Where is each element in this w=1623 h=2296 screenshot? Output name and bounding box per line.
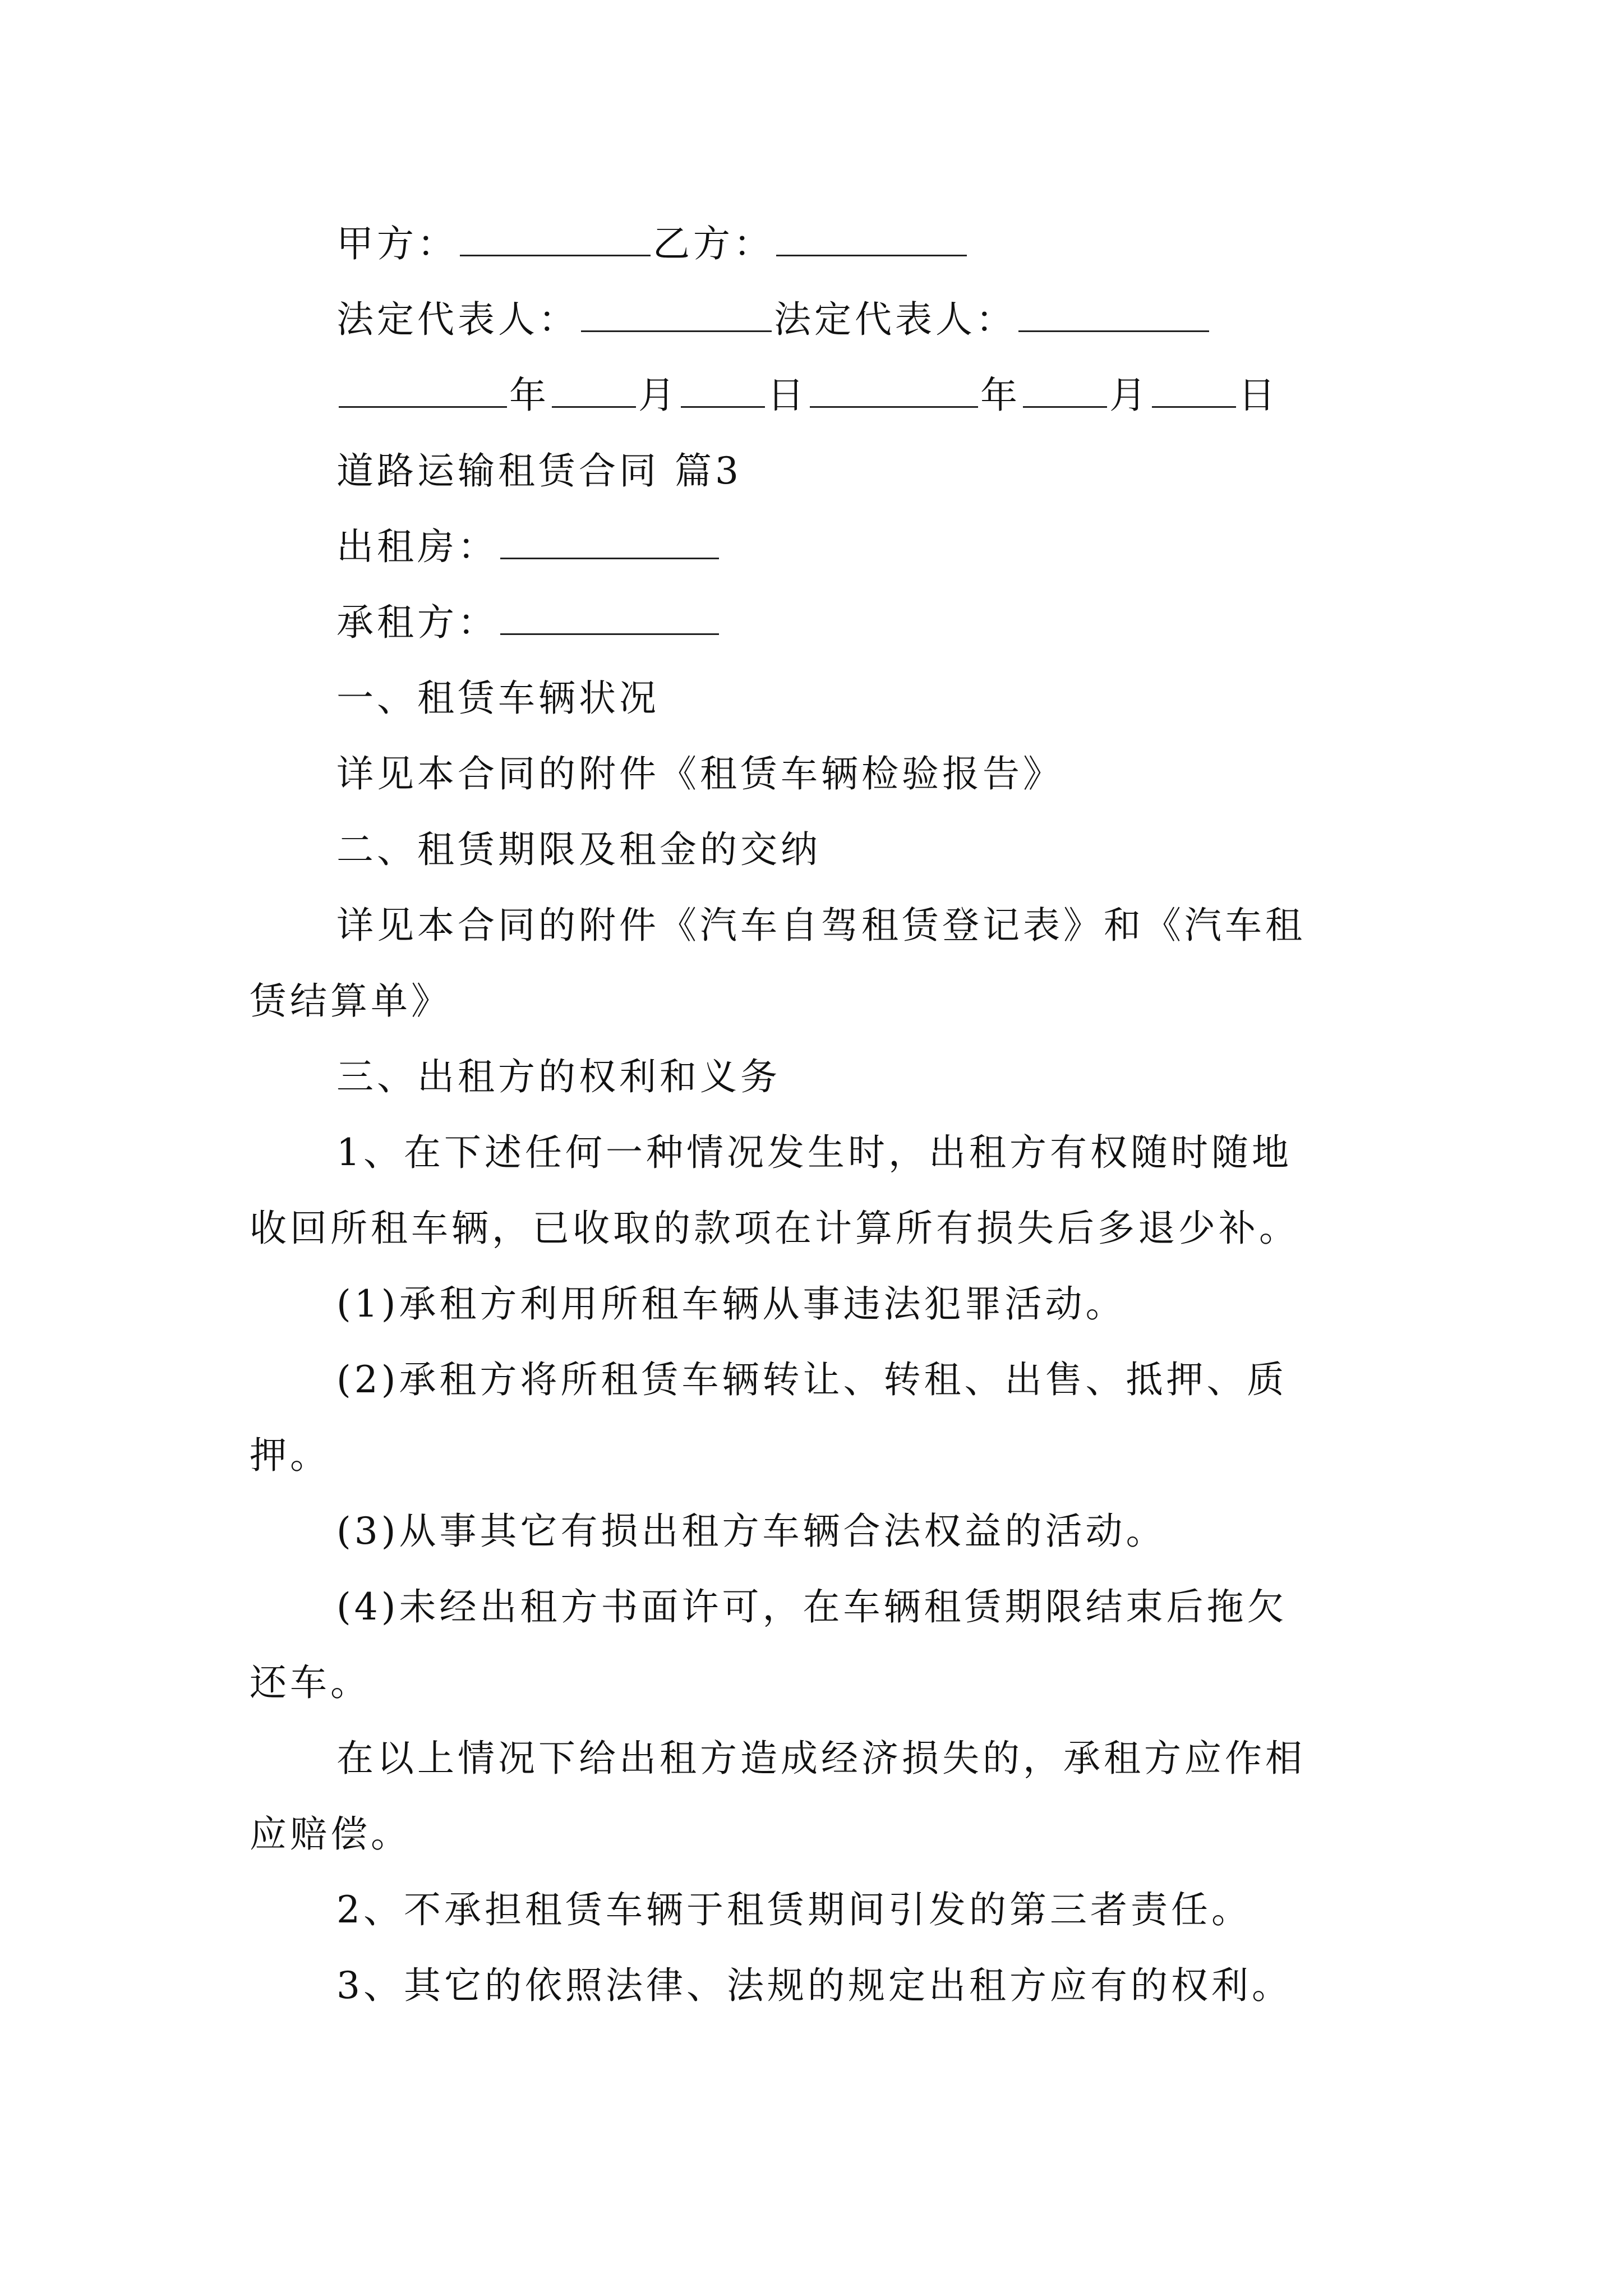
lessee-blank (500, 601, 719, 635)
lessor-line (336, 524, 721, 569)
list-item: (4)未经出租方书面许可，在车辆租赁期限结束后拖欠 (336, 1585, 1288, 1628)
year-a-blank (339, 374, 507, 408)
paragraph: 在以上情况下给出租方造成经济损失的，承租方应作相 (336, 1737, 1306, 1780)
month-b-blank (1023, 374, 1107, 408)
rep-a-blank (581, 298, 772, 332)
list-item: (2)承租方将所租赁车辆转让、转租、出售、抵押、质 (336, 1358, 1288, 1401)
paragraph: 详见本合同的附件《汽车自驾租赁登记表》和《汽车租 (336, 904, 1306, 947)
party-line (336, 222, 969, 266)
party-b-label: 乙方： (653, 222, 774, 265)
day-a-blank (681, 374, 765, 408)
year-b-label: 年 (980, 374, 1021, 417)
year-a-label: 年 (509, 374, 550, 417)
paragraph: 1、在下述任何一种情况发生时，出租方有权随时随地 (336, 1131, 1292, 1174)
list-item: (1)承租方利用所租车辆从事违法犯罪活动。 (336, 1282, 1126, 1326)
party-b-blank (776, 222, 967, 256)
list-item-continuation: 还车。 (250, 1661, 371, 1704)
list-item: (3)从事其它有损出租方车辆合法权益的活动。 (336, 1510, 1166, 1553)
list-item-continuation: 押。 (250, 1434, 330, 1477)
day-b-label: 日 (1238, 374, 1279, 417)
year-b-blank (810, 374, 978, 408)
lessor-blank (500, 525, 719, 559)
rep-b-blank (1018, 298, 1209, 332)
paragraph-continuation: 应赔偿。 (250, 1812, 411, 1856)
party-a-blank (460, 222, 651, 256)
month-a-label: 月 (638, 374, 679, 417)
paragraph: 2、不承担租赁车辆于租赁期间引发的第三者责任。 (336, 1888, 1252, 1931)
lessee-label: 承租方： (336, 601, 498, 644)
month-a-blank (552, 374, 636, 408)
month-b-label: 月 (1109, 374, 1150, 417)
rep-a-label: 法定代表人： (336, 298, 579, 341)
representative-line (336, 297, 1211, 342)
paragraph: 详见本合同的附件《租赁车辆检验报告》 (336, 752, 1063, 795)
paragraph-continuation: 赁结算单》 (250, 979, 451, 1023)
rep-b-label: 法定代表人： (774, 298, 1016, 341)
paragraph-continuation: 收回所租车辆，已收取的款项在计算所有损失后多退少补。 (250, 1207, 1299, 1250)
date-line (336, 373, 1279, 418)
heading-lessor-rights: 三、出租方的权利和义务 (336, 1055, 781, 1098)
section-title: 道路运输租赁合同 篇3 (336, 449, 742, 493)
heading-lease-term: 二、租赁期限及租金的交纳 (336, 828, 821, 871)
paragraph: 3、其它的依照法律、法规的规定出租方应有的权利。 (336, 1964, 1292, 2007)
heading-vehicle-condition: 一、租赁车辆状况 (336, 677, 660, 720)
day-b-blank (1152, 374, 1236, 408)
party-a-label: 甲方： (336, 222, 458, 265)
day-a-label: 日 (767, 374, 808, 417)
lessor-label: 出租房： (336, 525, 498, 568)
lessee-line (336, 600, 721, 645)
